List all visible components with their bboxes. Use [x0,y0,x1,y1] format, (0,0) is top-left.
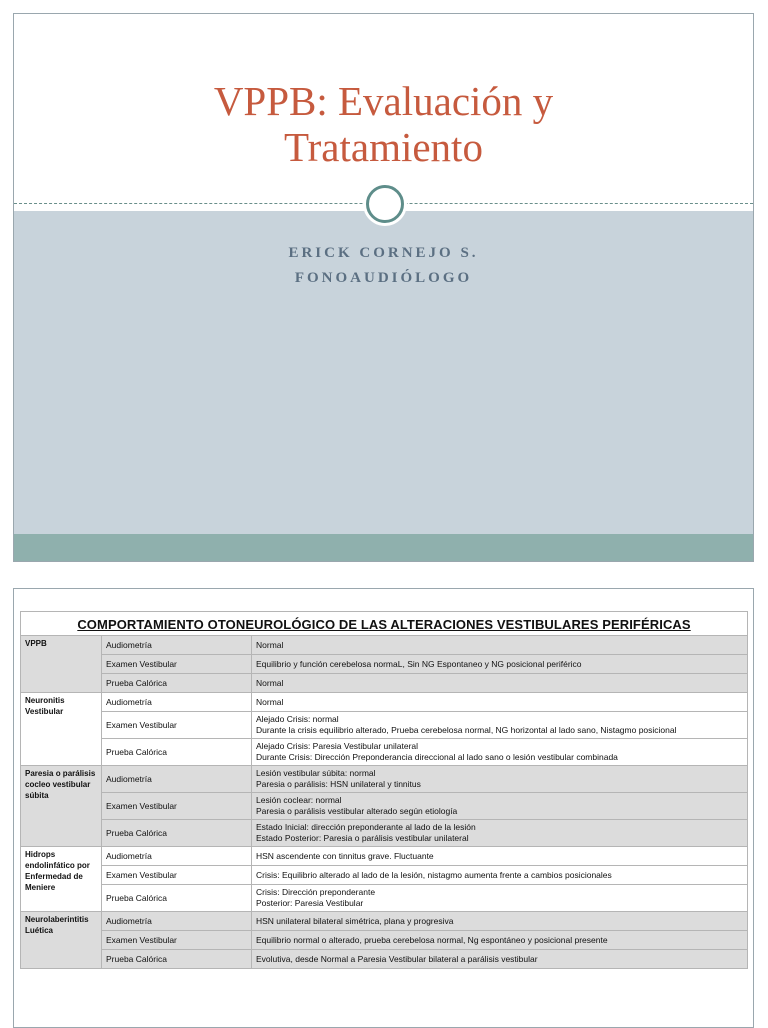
table-body [21,636,748,969]
result-cell [252,655,748,674]
result-cell [252,931,748,950]
table-row [21,912,748,931]
result-cell [252,739,748,766]
result-line: Durante la crisis equilibrio alterado, Prueba cerebelosa normal, NG horizontal al lado sano, Nistagmo posicional [256,725,677,735]
result-line: Posterior: Paresia Vestibular [256,898,364,908]
table-row [21,655,748,674]
table-row [21,739,748,766]
table-row [21,931,748,950]
slide-title-line1: VPPB: Evaluación y [213,78,554,124]
slide-title [14,78,753,170]
table-row [21,636,748,655]
table-row [21,674,748,693]
table-row [21,712,748,739]
table-row [21,693,748,712]
test-cell: Prueba Calórica [102,739,252,766]
result-line: Normal [256,696,284,707]
test-cell: Audiometría [102,636,252,655]
result-line: HSN unilateral bilateral simétrica, plana y progresiva [256,915,454,926]
author-name: ERICK CORNEJO S. [288,245,479,261]
table-row [21,766,748,793]
result-line: HSN ascendente con tinnitus grave. Fluctuante [256,850,434,861]
result-cell [252,820,748,847]
test-cell: Examen Vestibular [102,655,252,674]
disease-cell: VPPB [21,636,102,693]
result-line: Equilibrio normal o alterado, prueba cerebelosa normal, Ng espontáneo y posicional presente [256,934,608,945]
circle-ornament-icon [366,185,404,223]
author-role: FONOAUDIÓLOGO [294,270,473,286]
test-cell: Examen Vestibular [102,866,252,885]
result-line: Alejado Crisis: Paresia Vestibular unilateral [256,741,419,751]
disease-cell: Neurolaberintitis Luética [21,912,102,969]
table-row [21,950,748,969]
table-row [21,847,748,866]
test-cell: Examen Vestibular [102,793,252,820]
comparison-table [20,611,748,969]
result-line: Paresia o parálisis: HSN unilateral y tinnitus [256,779,421,789]
result-cell [252,693,748,712]
disease-cell: Neuronitis Vestibular [21,693,102,766]
result-cell [252,793,748,820]
result-line: Lesión vestibular súbita: normal [256,768,376,778]
test-cell: Examen Vestibular [102,712,252,739]
result-cell [252,674,748,693]
test-cell: Audiometría [102,847,252,866]
test-cell: Prueba Calórica [102,885,252,912]
test-cell: Audiometría [102,912,252,931]
result-line: Alejado Crisis: normal [256,714,339,724]
result-line: Crisis: Dirección preponderante [256,887,376,897]
table-row [21,820,748,847]
result-cell [252,766,748,793]
result-line: Equilibrio y función cerebelosa normaL, Sin NG Espontaneo y NG posicional periférico [256,658,582,669]
table-row [21,885,748,912]
result-line: Normal [256,639,284,650]
result-cell [252,866,748,885]
result-line: Durante Crisis: Dirección Preponderancia direccional al lado sano o lesión vestibular combinada [256,752,618,762]
test-cell: Audiometría [102,766,252,793]
result-line: Normal [256,677,284,688]
result-cell [252,912,748,931]
disease-cell: Hidrops endolinfático por Enfermedad de Meniere [21,847,102,912]
table-title: COMPORTAMIENTO OTONEUROLÓGICO DE LAS ALTERACIONES VESTIBULARES PERIFÉRICAS [21,612,748,636]
test-cell: Examen Vestibular [102,931,252,950]
result-cell [252,885,748,912]
slide-title-line2: Tratamiento [284,124,483,170]
disease-cell: Paresia o parálisis cocleo vestibular súbita [21,766,102,847]
table-row [21,793,748,820]
result-cell [252,636,748,655]
result-cell [252,847,748,866]
footer-band [14,534,753,561]
slide-subtitle [14,241,753,291]
test-cell: Prueba Calórica [102,820,252,847]
result-line: Estado Posterior: Paresia o parálisis vestibular unilateral [256,833,469,843]
table-slide [13,588,754,1028]
result-line: Evolutiva, desde Normal a Paresia Vestibular bilateral a parálisis vestibular [256,953,538,964]
table-row [21,866,748,885]
result-line: Crisis: Equilibrio alterado al lado de la lesión, nistagmo aumenta frente a cambios posicionales [256,869,612,880]
result-line: Estado Inicial: dirección preponderante al lado de la lesión [256,822,476,832]
result-cell [252,950,748,969]
test-cell: Prueba Calórica [102,950,252,969]
title-area [14,14,753,206]
test-cell: Audiometría [102,693,252,712]
result-line: Paresia o parálisis vestibular alterado según etiología [256,806,458,816]
result-line: Lesión coclear: normal [256,795,342,805]
title-slide [13,13,754,562]
test-cell: Prueba Calórica [102,674,252,693]
result-cell [252,712,748,739]
